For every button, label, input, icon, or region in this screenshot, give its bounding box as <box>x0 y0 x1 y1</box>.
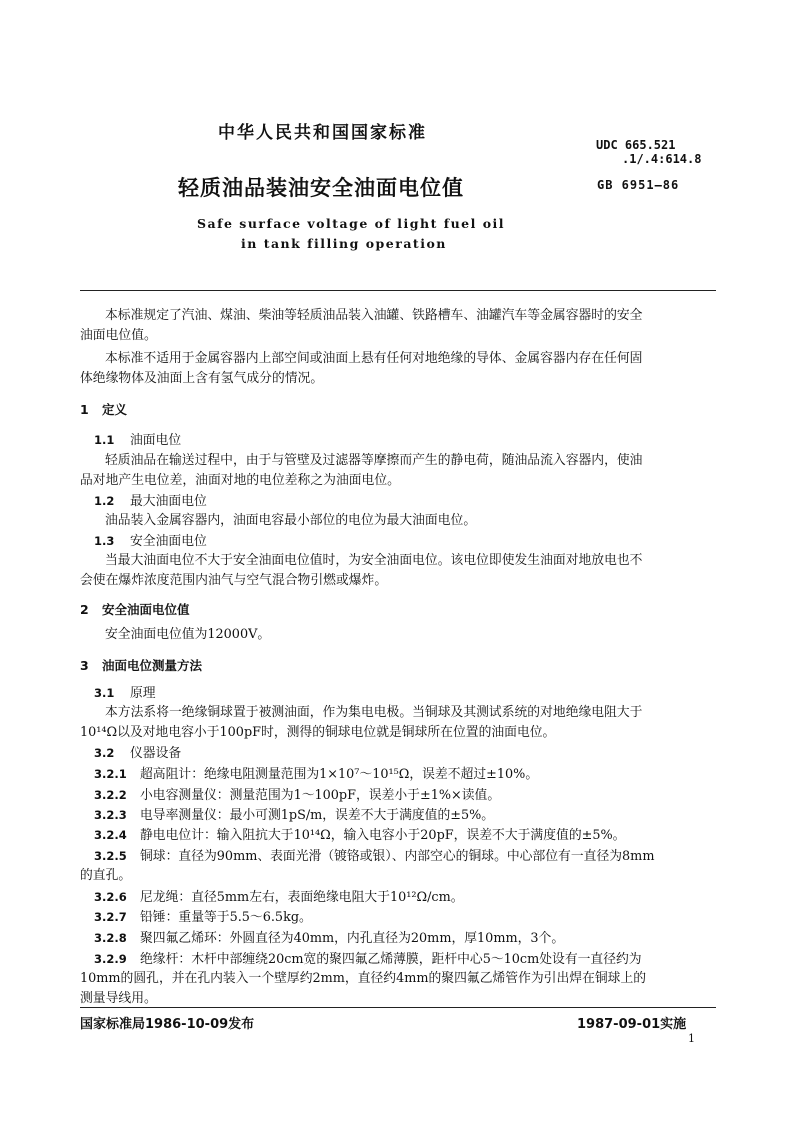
section-2-heading <box>80 601 716 619</box>
item-text: 铜球：直径为90mm、表面光滑（镀铬或银）、内部空心的铜球。中心部位有一直径为8mm <box>140 849 655 864</box>
subsection-1-1-number: 1.1 <box>94 433 115 447</box>
section-1-number: 1 <box>80 402 89 417</box>
item-text: 电导率测量仪：最小可测1pS/m，误差不大于满度值的±5%。 <box>140 808 495 823</box>
english-title-line1: Safe surface voltage of light fuel oil <box>197 216 506 231</box>
intro-p1-line2: 油面电位值。 <box>80 328 157 343</box>
subsection-1-1-heading <box>80 431 716 450</box>
section-3-title: 油面电位测量方法 <box>102 658 203 673</box>
item-number: 3.2.4 <box>94 828 127 842</box>
list-item <box>80 888 716 907</box>
s11-line1: 轻质油品在输送过程中，由于与管壁及过滤器等摩擦而产生的静电荷，随油品流入容器内，使油 <box>105 453 643 468</box>
list-item <box>80 847 716 866</box>
header-divider <box>80 290 716 291</box>
subsection-3-2-heading <box>80 744 716 763</box>
item-number: 3.2.6 <box>94 890 127 904</box>
item-text: 绝缘杆：木杆中部缠绕20cm宽的聚四氟乙烯薄膜，距杆中心5～10cm处设有一直径约为 <box>140 952 642 967</box>
section-1-heading <box>80 401 716 419</box>
list-item <box>80 786 716 805</box>
document-title: 轻质油品装油安全油面电位值 <box>178 176 464 200</box>
footer-divider <box>80 1007 716 1008</box>
subsection-1-2-heading <box>80 492 716 511</box>
subsection-1-3-heading <box>80 532 716 551</box>
issue-date: 国家标准局1986-10-09发布 <box>80 1017 255 1032</box>
subsection-3-2-title: 仪器设备 <box>130 746 182 761</box>
english-title-line2: in tank filling operation <box>241 236 447 251</box>
list-item <box>80 908 716 927</box>
item-number: 3.2.9 <box>94 952 127 966</box>
section-3-heading <box>80 657 716 675</box>
s31-line2: 10¹⁴Ω以及对地电容小于100pF时，测得的铜球电位就是铜球所在位置的油面电位。 <box>80 725 556 740</box>
list-item <box>80 929 716 948</box>
udc-code-line1: UDC 665.521 <box>596 138 676 152</box>
item-number: 3.2.2 <box>94 788 127 802</box>
standard-type-heading: 中华人民共和国国家标准 <box>218 123 427 143</box>
list-item <box>80 826 716 845</box>
s11-line2: 品对地产生电位差，油面对地的电位差称之为油面电位。 <box>80 473 400 488</box>
item-text: 静电电位计：输入阻抗大于10¹⁴Ω，输入电容小于20pF，误差不大于满度值的±5%。 <box>140 828 626 843</box>
s31-line1: 本方法系将一绝缘铜球置于被测油面，作为集电电极。当铜球及其测试系统的对地绝缘电阻大于 <box>105 705 643 720</box>
item-number: 3.2.8 <box>94 931 127 945</box>
list-item <box>80 806 716 825</box>
subsection-1-3-number: 1.3 <box>94 534 115 548</box>
section-3-number: 3 <box>80 658 89 673</box>
list-item <box>80 765 716 784</box>
s13-line2: 会使在爆炸浓度范围内油气与空气混合物引燃或爆炸。 <box>80 573 388 588</box>
item-text: 小电容测量仪：测量范围为1～100pF，误差小于±1%×读值。 <box>140 788 501 803</box>
gb-standard-code: GB 6951—86 <box>597 178 680 192</box>
section-2-title: 安全油面电位值 <box>102 602 190 617</box>
item-number: 3.2.1 <box>94 767 127 781</box>
s329-line2: 10mm的圆孔，并在孔内装入一个壁厚约2mm，直径约4mm的聚四氟乙烯管作为引出焊在铜球上的 <box>80 971 647 986</box>
item-number: 3.2.7 <box>94 910 127 924</box>
subsection-1-2-title: 最大油面电位 <box>130 494 207 509</box>
subsection-1-1-title: 油面电位 <box>130 433 182 448</box>
effective-date: 1987-09-01实施 <box>577 1017 687 1032</box>
intro-p1-line1: 本标准规定了汽油、煤油、柴油等轻质油品装入油罐、铁路槽车、油罐汽车等金属容器时的安全 <box>105 308 643 323</box>
subsection-1-3-title: 安全油面电位 <box>130 534 207 549</box>
list-item <box>80 950 716 969</box>
subsection-3-1-number: 3.1 <box>94 686 115 700</box>
item-text: 聚四氟乙烯环：外圆直径为40mm，内孔直径为20mm，厚10mm，3个。 <box>140 931 565 946</box>
item-number: 3.2.3 <box>94 808 127 822</box>
item-text: 尼龙绳：直径5mm左右，表面绝缘电阻大于10¹²Ω/cm。 <box>140 890 464 905</box>
s13-line1: 当最大油面电位不大于安全油面电位值时，为安全油面电位。该电位即使发生油面对地放电也不 <box>105 553 643 568</box>
intro-p2-line2: 体绝缘物体及油面上含有氢气成分的情况。 <box>80 371 324 386</box>
s12-line1: 油品装入金属容器内，油面电容最小部位的电位为最大油面电位。 <box>105 513 477 528</box>
subsection-3-1-heading <box>80 684 716 703</box>
item-text: 超高阻计：绝缘电阻测量范围为1×10⁷～10¹⁵Ω，误差不超过±10%。 <box>140 767 539 782</box>
subsection-3-1-title: 原理 <box>130 686 156 701</box>
item-number: 3.2.5 <box>94 849 127 863</box>
subsection-3-2-number: 3.2 <box>94 746 115 760</box>
section-2-number: 2 <box>80 602 89 617</box>
section-1-title: 定义 <box>102 402 128 417</box>
subsection-1-2-number: 1.2 <box>94 494 115 508</box>
s329-line3: 测量导线用。 <box>80 991 157 1006</box>
intro-p2-line1: 本标准不适用于金属容器内上部空间或油面上悬有任何对地绝缘的导体、金属容器内存在任何固 <box>105 351 643 366</box>
s325-line2: 的直孔。 <box>80 868 132 883</box>
udc-code-line2: .1/.4:614.8 <box>622 152 702 166</box>
s2-line1: 安全油面电位值为12000V。 <box>105 627 271 642</box>
item-text: 铅锤：重量等于5.5～6.5kg。 <box>140 910 312 925</box>
page-number: 1 <box>688 1032 695 1045</box>
